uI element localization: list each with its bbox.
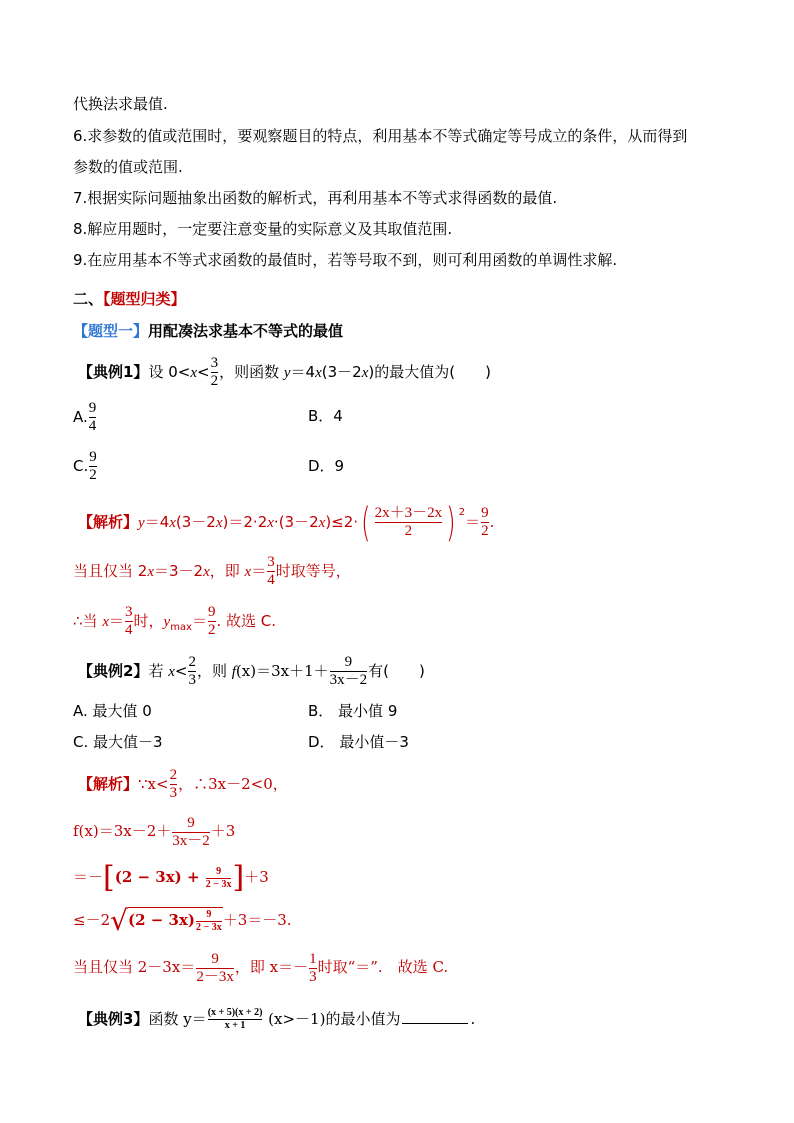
text-line: 8.解应用题时，一定要注意变量的实际意义及其取值范围. bbox=[73, 220, 453, 238]
stem-text: 设 0< bbox=[148, 363, 191, 381]
solution-line: f(x)＝3x－2＋ $\frac{9}{3x-2}$ ＋3 bbox=[73, 814, 236, 849]
var: x bbox=[190, 365, 197, 381]
solution-line: ∴当 x＝ $\frac{3}{4}$ 时，$y_{max}=$ $\frac{9}{2}$ . 故选 C. bbox=[73, 604, 277, 638]
solution-line: ＝－[(2 − 3x) + $\frac{9}{2 - 3x}$ ]＋3 bbox=[73, 860, 269, 895]
type-heading bbox=[73, 321, 343, 341]
option-d: D． 最小值－3 bbox=[308, 733, 409, 751]
option-d: D．9 bbox=[308, 457, 345, 475]
solution-line: ≤－2√(2 − 3x) $\frac{9}{2 - 3x}$ ＋3＝－3. bbox=[73, 904, 292, 937]
stem-text: ，则函数 bbox=[219, 363, 284, 381]
section-prefix: 二、 bbox=[73, 290, 104, 308]
example-3-stem: 【典例3】函数 y＝ $\frac{(x + 5)(x + 2)}{x + 1}$ (x>－1)的最小值为 . bbox=[78, 1007, 476, 1031]
example-2-stem: 【典例2】若 x< $\frac{2}{3}$ ，则 f(x)＝3x＋1＋ $\frac{9}{3x-2}$ 有( ) bbox=[78, 654, 425, 688]
var: x bbox=[361, 365, 369, 381]
example-1-stem bbox=[78, 352, 491, 392]
var: y bbox=[283, 365, 291, 381]
example-tag: 【典例3】 bbox=[78, 1010, 149, 1028]
example-tag: 【典例2】 bbox=[78, 662, 149, 680]
solution-line: 【解析】∵x< $\frac{2}{3}$ ，∴3x－2<0， bbox=[78, 767, 288, 801]
text-line: 9.在应用基本不等式求函数的最值时，若等号取不到，则可利用函数的单调性求解. bbox=[73, 251, 618, 269]
section-heading bbox=[73, 289, 186, 309]
answer-blank[interactable] bbox=[402, 1023, 468, 1024]
fraction: $\frac{3}{2}$ bbox=[210, 355, 219, 389]
text-line: 代换法求最值. bbox=[73, 95, 168, 113]
text-line: 7.根据实际问题抽象出函数的解析式，再利用基本不等式求得函数的最值. bbox=[73, 189, 558, 207]
solution-tag: 【解析】 bbox=[78, 513, 139, 531]
stem-text: < bbox=[197, 363, 210, 381]
solution-tag: 【解析】 bbox=[78, 775, 139, 793]
stem-text: ＝4 bbox=[290, 363, 316, 381]
stem-text: )的最大值为( ) bbox=[368, 363, 491, 381]
option-c: C. 最大值－3 bbox=[73, 733, 163, 751]
option-b: B． 最小值 9 bbox=[308, 702, 398, 720]
var: x bbox=[315, 365, 322, 381]
option-a: A. $\frac{9}{4}$ bbox=[73, 400, 97, 434]
option-c: C. $\frac{9}{2}$ bbox=[73, 449, 97, 483]
solution-line: 当且仅当 2－3x＝ $\frac{9}{2-3x}$ ，即 x＝－ $\frac{1}{3}$ 时取“＝”. 故选 C. bbox=[73, 950, 449, 985]
text-line: 参数的值或范围. bbox=[73, 158, 183, 176]
option-b: B．4 bbox=[308, 407, 343, 425]
solution-line: 【解析】y＝4x(3－2x)＝2·2x·(3－2x)≤2·( $\frac{2x+3-2x}{2}$ ) $^2$＝ $\frac{9}{2}$ . bbox=[78, 499, 495, 546]
type-tag: 【题型一】 bbox=[73, 322, 149, 340]
solution-line: 当且仅当 2x＝3－2x，即 x＝ $\frac{3}{4}$ 时取等号， bbox=[73, 554, 351, 588]
section-title: 【题型归类】 bbox=[103, 290, 186, 308]
option-a: A. 最大值 0 bbox=[73, 702, 152, 720]
example-tag: 【典例1】 bbox=[78, 363, 149, 381]
type-title: 用配凑法求基本不等式的最值 bbox=[148, 322, 344, 340]
stem-text: (3－2 bbox=[321, 363, 362, 381]
text-line: 6.求参数的值或范围时，要观察题目的特点，利用基本不等式确定等号成立的条件，从而得到 bbox=[73, 127, 688, 145]
